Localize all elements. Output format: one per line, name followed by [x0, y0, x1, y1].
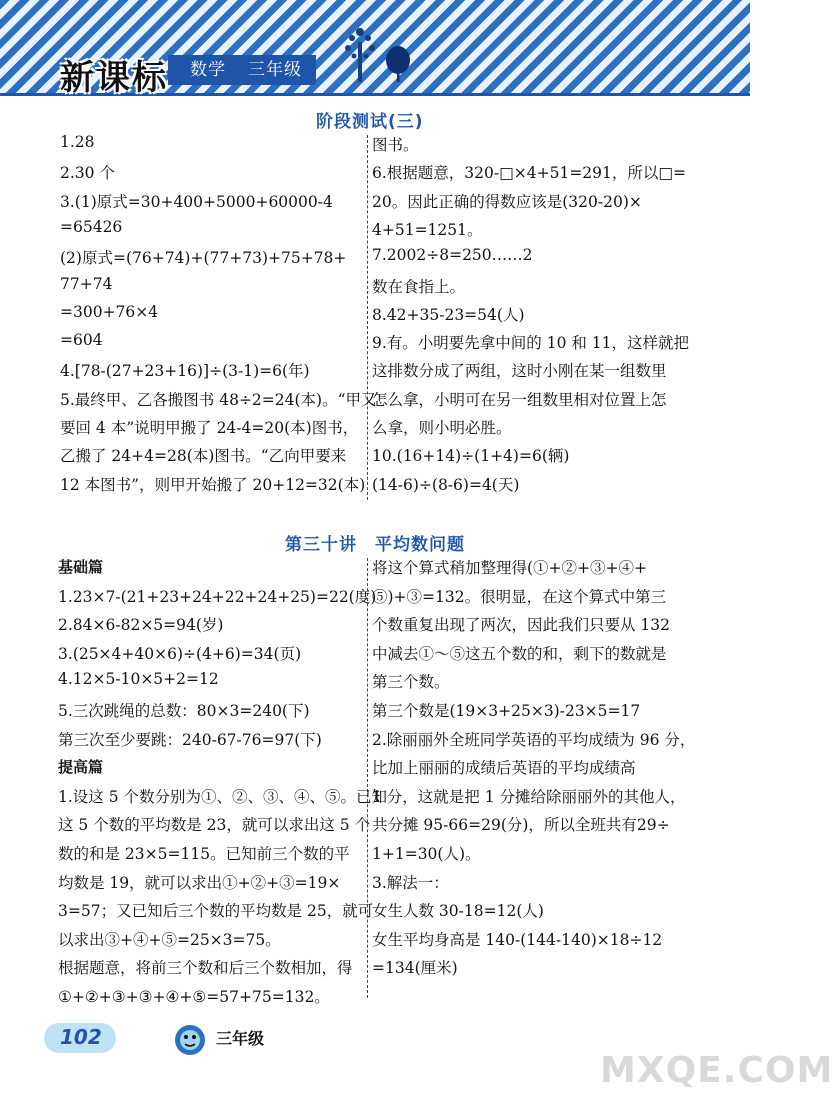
answer-line: 女生人数 30-18=12(人) — [372, 902, 544, 921]
answer-line: 1+1=30(人)。 — [372, 845, 481, 863]
answer-line: 图书。 — [372, 136, 419, 154]
answer-line: 个数重复出现了两次，因此我们只要从 132 — [372, 616, 671, 635]
column-divider — [367, 558, 368, 998]
answer-line: ⑤)+③=132。很明显，在这个算式中第三 — [372, 587, 667, 606]
mascot-icon — [170, 1018, 210, 1058]
answer-line: 5.三次跳绳的总数：80×3=240(下) — [58, 702, 310, 720]
answer-line: 1.23×7-(21+23+24+22+24+25)=22(度) — [58, 587, 377, 606]
brand-title: 新课标 — [60, 58, 168, 98]
answer-line: 77+74 — [60, 274, 113, 293]
answer-line: 比加上丽丽的成绩后英语的平均成绩高 — [372, 759, 636, 778]
answer-line: 4.12×5-10×5+2=12 — [58, 670, 219, 689]
answer-line: 12 本图书”，则甲开始搬了 20+12=32(本) — [60, 475, 366, 494]
answer-line: 均数是 19，就可以求出①+②+③=19× — [58, 873, 341, 892]
answer-line: 9.有。小明要先拿中间的 10 和 11，这样就把 — [372, 334, 690, 353]
subject-text: 数学 — [190, 60, 226, 80]
answer-line: 7.2002÷8=250……2 — [372, 246, 533, 265]
grade-text: 三年级 — [248, 60, 302, 80]
answer-line: 3.(25×4+40×6)÷(4+6)=34(页) — [58, 644, 302, 663]
answer-line: =604 — [60, 331, 103, 350]
answer-line: 1 分，这就是把 1 分摊给除丽丽外的其他人， — [372, 787, 686, 806]
answer-line: 1.28 — [60, 133, 95, 151]
answer-line: 1.设这 5 个数分别为①、②、③、④、⑤。已知 — [58, 787, 388, 806]
answer-line: 以求出③+④+⑤=25×3=75。 — [58, 930, 281, 949]
answer-line: =300+76×4 — [60, 302, 159, 321]
answer-line: 数的和是 23×5=115。已知前三个数的平 — [58, 845, 350, 863]
answer-line: ①+②+③+③+④+⑤=57+75=132。 — [58, 988, 330, 1006]
answer-line: 10.(16+14)÷(1+4)=6(辆) — [372, 447, 570, 466]
answer-line: 中减去①～⑤这五个数的和，剩下的数就是 — [372, 644, 667, 663]
column-divider — [367, 135, 368, 500]
answer-line: 基础篇 — [58, 558, 104, 576]
answer-line: (2)原式=(76+74)+(77+73)+75+78+ — [60, 249, 347, 268]
answer-line: 5.最终甲、乙各搬图书 48÷2=24(本)。“甲又 — [60, 390, 377, 409]
answer-line: 要回 4 本”说明甲搬了 24-4=20(本)图书， — [60, 419, 359, 437]
answer-line: 2.84×6-82×5=94(岁) — [58, 616, 224, 635]
answer-line: =134(厘米) — [372, 959, 458, 978]
answer-line: 4+51=1251。 — [372, 220, 483, 239]
answer-line: 第三次至少要跳：240-67-76=97(下) — [58, 730, 322, 749]
answer-line: 提高篇 — [58, 758, 104, 777]
answer-line: 3.解法一： — [372, 873, 449, 892]
answer-line: 6.根据题意，320-□×4+51=291，所以□= — [372, 164, 687, 183]
answer-line: 这排数分成了两组，这时小刚在某一组数里 — [372, 362, 667, 381]
answer-line: 怎么拿，小明可在另一组数里相对位置上怎 — [372, 390, 667, 409]
answer-line: 女生平均身高是 140-(144-140)×18÷12 — [372, 930, 663, 949]
answer-line: 么拿，则小明必胜。 — [372, 419, 512, 437]
answer-line: 8.42+35-23=54(人) — [372, 305, 525, 324]
footer-grade: 三年级 — [216, 1029, 265, 1048]
answer-line: 根据题意，将前三个数和后三个数相加，得 — [58, 959, 353, 978]
answer-line: 4.[78-(27+23+16)]÷(3-1)=6(年) — [60, 362, 310, 381]
section-title-stage-test: 阶段测试(三) — [316, 112, 424, 132]
answer-line: 3=57；又已知后三个数的平均数是 25，就可 — [58, 902, 374, 921]
answer-line: 数在食指上。 — [372, 277, 466, 296]
answer-line: 20。因此正确的得数应该是(320-20)× — [372, 192, 642, 211]
answer-line: 这 5 个数的平均数是 23，就可以求出这 5 个 — [58, 816, 371, 835]
answer-line: (14-6)÷(8-6)=4(天) — [372, 475, 520, 494]
subject-label — [168, 55, 316, 85]
answer-line: 将这个算式稍加整理得(①+②+③+④+ — [372, 559, 647, 577]
answer-line: 第三个数。 — [372, 673, 450, 692]
page-number: 102 — [60, 1025, 102, 1049]
answer-line: 共分摊 95-66=29(分)，所以全班共有29÷ — [372, 816, 670, 835]
answer-line: 乙搬了 24+4=28(本)图书。“乙向甲要来 — [60, 447, 347, 466]
answer-line: 第三个数是(19×3+25×3)-23×5=17 — [372, 702, 641, 720]
section-title-lecture-30: 第三十讲 平均数问题 — [285, 535, 465, 555]
watermark: MXQE.COM — [600, 1050, 833, 1091]
tree-icon — [340, 24, 420, 84]
answer-line: =65426 — [60, 217, 123, 236]
answer-line: 2.30 个 — [60, 164, 115, 183]
answer-line: 3.(1)原式=30+400+5000+60000-4 — [60, 192, 333, 211]
answer-line: 2.除丽丽外全班同学英语的平均成绩为 96 分， — [372, 730, 696, 749]
